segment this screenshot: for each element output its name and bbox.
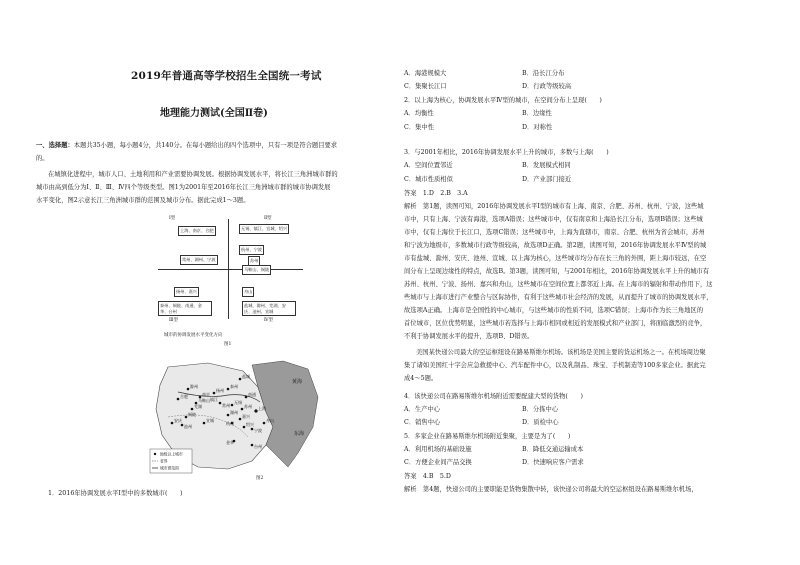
box-yancheng: 盐城、滁州、芜湖、安庆、池州、宣城 bbox=[242, 301, 296, 316]
city-label: 舟山 bbox=[266, 418, 274, 423]
city-point bbox=[171, 422, 174, 425]
city-label: 泰州 bbox=[230, 384, 238, 389]
city-point bbox=[239, 418, 242, 421]
answer-4-5: 答案 4.B 5.D bbox=[404, 473, 451, 480]
city-point bbox=[245, 396, 248, 399]
figure-1-caption: 图1 bbox=[224, 342, 232, 347]
intro-line-2: 城市由高到低分为Ⅰ、Ⅱ、Ⅲ、Ⅳ四个等级类型。图1为2001年至2016年长江三角洲城市群的城市协调发展 bbox=[36, 184, 331, 191]
analysis-line-9: 故选项A正确。上海市是全国性的中心城市，与这些城市的性质不同，选项C错误；上海市作为长三角地区的 bbox=[404, 307, 704, 314]
city-label: 南京 bbox=[202, 392, 210, 397]
city-point bbox=[243, 426, 246, 429]
type-ii-label: Ⅱ型 bbox=[264, 216, 272, 221]
city-label: 镇江 bbox=[210, 397, 218, 402]
q1-option-d: D．行政等级较高 bbox=[522, 83, 572, 90]
box-yangzhou: 扬州、嘉兴 bbox=[174, 287, 199, 297]
box-taizhou: 泰州、铜陵、南通、金华、台州 bbox=[158, 301, 212, 316]
city-label: 无锡 bbox=[234, 400, 242, 405]
city-label: 芜湖 bbox=[194, 404, 202, 409]
q1-stem: 1．2016年协调发展水平Ⅰ型中的多数城市( ) bbox=[48, 490, 183, 497]
type-iv-label: Ⅳ型 bbox=[264, 318, 273, 323]
q1-option-b: B．沿长江分布 bbox=[522, 70, 565, 77]
city-point bbox=[181, 424, 184, 427]
analysis-line-1: 解析 第1题，读图可知，2016年协调发展水平Ⅰ型的城市有上海、南京、合肥、苏州、杭州、宁波，这些城 bbox=[404, 203, 704, 210]
q4-option-a: A．生产中心 bbox=[404, 406, 441, 413]
legend-label: 省界 bbox=[160, 458, 168, 464]
q2-option-a: A．均衡性 bbox=[404, 110, 434, 117]
city-point bbox=[231, 404, 234, 407]
q2-stem: 2．以上海为核心，协调发展水平Ⅳ型的城市，在空间分布上呈现( ) bbox=[404, 97, 602, 104]
figure-1 bbox=[154, 215, 309, 348]
city-label: 常州 bbox=[222, 403, 230, 408]
section-text-2: 的。 bbox=[36, 155, 49, 162]
city-label: 金华 bbox=[226, 440, 234, 445]
map-svg bbox=[148, 357, 323, 482]
q3-option-b: B．发展模式相同 bbox=[522, 162, 571, 169]
city-label: 台州 bbox=[254, 444, 262, 449]
city-label: 合肥 bbox=[180, 394, 188, 399]
box-maanshan: 马鞍山、铜陵 bbox=[242, 265, 271, 275]
horizontal-axis bbox=[158, 269, 303, 270]
analysis-line-5: 市有盐城、滁州、安庆、池州、宣城、以上海为核心，这些城市均分布在长三角的外围，距上海市较远，在空 bbox=[404, 255, 707, 262]
axis-note: 城市的协调发展水平变化方向 bbox=[164, 333, 223, 338]
q5-option-b: B．降低交通运输成本 bbox=[522, 446, 584, 453]
q5-option-c: C．方便企业间产品交换 bbox=[404, 459, 472, 466]
city-point bbox=[251, 428, 254, 431]
box-changzhou: 常州、湖州、宁波 bbox=[180, 255, 218, 265]
q4-option-d: D．质检中心 bbox=[522, 419, 559, 426]
box-hangzhou: 杭州、宁波 bbox=[239, 245, 264, 255]
section-label: 一、选择题： bbox=[36, 142, 74, 149]
legend-city-marker bbox=[154, 453, 156, 455]
q2-option-b: B．边缘性 bbox=[522, 110, 552, 117]
type-i-label: Ⅰ型 bbox=[169, 216, 176, 221]
box-zhoushan: 舟山 bbox=[242, 287, 254, 297]
city-label: 湖州 bbox=[230, 410, 238, 415]
intro-line-3: 水平变化，图2示意长江三角洲城市群的范围及城市分布。据此完成1～3题。 bbox=[36, 197, 250, 204]
q2-option-d: D．对称性 bbox=[522, 124, 553, 131]
city-label: 马鞍山 bbox=[198, 398, 210, 403]
analysis-line-7: 苏州、杭州、宁波、扬州、嘉兴和舟山，这些城市在空间位置上都邻近上海。在上海市的辐射和带动作用下，这 bbox=[404, 281, 713, 288]
analysis-line-4: 和宁波为地级市，多数城市行政等级较高，故选项D正确。第2题，读图可知，2016年协调发展水平Ⅳ型的城 bbox=[404, 242, 707, 249]
city-label: 宣城 bbox=[206, 418, 214, 423]
q3-option-a: A．空间位置邻近 bbox=[404, 162, 453, 169]
q2-option-c: C．集中性 bbox=[404, 124, 435, 131]
city-label: 南通 bbox=[248, 392, 256, 397]
city-point bbox=[191, 408, 194, 411]
exam-subtitle: 地理能力测试(全国Ⅱ卷) bbox=[160, 108, 268, 119]
box-shanghai: 上海、南京、合肥 bbox=[178, 226, 216, 236]
box-wuxi: 无锡、镇江、宣城、绍兴 bbox=[239, 224, 289, 234]
q3-option-c: C．城市性质相似 bbox=[404, 176, 453, 183]
section-text-1: 本题共35小题，每小题4分，共140分。在每小题给出的四个选项中，只有一项是符合题目要求 bbox=[73, 142, 338, 149]
figure-2-map bbox=[148, 357, 323, 482]
city-point bbox=[241, 408, 244, 411]
city-point bbox=[263, 422, 266, 425]
city-label: 宁波 bbox=[254, 428, 262, 433]
q4-option-b: B．分拣中心 bbox=[522, 406, 559, 413]
sea2-label: 东海 bbox=[294, 431, 305, 437]
q3-option-d: D．产业部门接近 bbox=[522, 176, 572, 183]
city-point bbox=[251, 444, 254, 447]
city-point bbox=[219, 402, 222, 405]
q5-option-a: A．利用机场的基础设施 bbox=[404, 446, 472, 453]
city-label: 安庆 bbox=[174, 418, 182, 423]
city-label: 池州 bbox=[184, 424, 192, 429]
city-point bbox=[203, 422, 206, 425]
analysis-line-2: 市中，只有上海、宁波有海港，选项A错误；这些城市中，仅有南京和上海沿长江分布，选项B错误；这些城 bbox=[404, 216, 703, 223]
city-point bbox=[213, 392, 216, 395]
intro-line-1: 在城镇化进程中，城市人口、土地利用和产业需要协调发展。根据协调发展水平，将长江三角洲城市群的 bbox=[48, 171, 338, 178]
city-label: 嘉兴 bbox=[242, 414, 250, 419]
city-label: 扬州 bbox=[216, 388, 224, 393]
analysis-line-10: 首位城市，区位优势明显，这些城市若选择与上海市相同或相近的发展模式和产业部门，将面临激烈的竞争， bbox=[404, 320, 707, 327]
exam-title: 2019年普通高等学校招生全国统一考试 bbox=[131, 70, 322, 82]
answer-1-3: 答案 1.D 2.B 3.A bbox=[404, 190, 468, 197]
q5-stem: 5．多家企业在路易斯维尔机场附近集聚，主要是为了( ) bbox=[404, 433, 571, 440]
box-suzhou: 苏州 bbox=[248, 256, 260, 266]
sea-label: 黄海 bbox=[292, 379, 303, 385]
figure-2-caption: 图2 bbox=[256, 476, 264, 481]
analysis-line-6: 间分布上呈现边缘性的特点，故选B。第3题，读图可知，与2001年相比，2016年协调发展水平上升的城市有 bbox=[404, 268, 710, 275]
city-point bbox=[185, 416, 188, 419]
city-label: 上海 bbox=[258, 406, 266, 411]
type-iii-label: Ⅲ型 bbox=[169, 318, 178, 323]
city-point bbox=[227, 414, 230, 417]
intro2-line-3: 成4～5题。 bbox=[404, 375, 438, 382]
legend-label: 地级以上城市 bbox=[160, 451, 183, 457]
city-point bbox=[187, 388, 190, 391]
analysis-line-8: 些城市与上海市进行产业整合与区际协作，有利于这些城市社会经济的发展，从而提升了城市的协调发展水平， bbox=[404, 294, 713, 301]
section-header bbox=[36, 142, 337, 150]
city-label: 苏州 bbox=[244, 404, 252, 409]
analysis-line-11: 不利于协调发展水平的提升，选项B、D错误。 bbox=[404, 333, 534, 340]
legend-label: 城市群范围 bbox=[160, 465, 179, 471]
city-point bbox=[239, 378, 242, 381]
q3-stem: 3．与2001年相比，2016年协调发展水平上升的城市，多数与上海( ) bbox=[404, 149, 609, 156]
analysis-line-3: 市中，仅有上海位于长江口，选项C错误；这些城市中，上海为直辖市，南京、合肥、杭州为省会城市，苏州 bbox=[404, 229, 705, 236]
city-point bbox=[177, 398, 180, 401]
city-label: 铜陵 bbox=[188, 412, 196, 417]
q4-stem: 4．该快递公司在路易斯维尔机场附近需要配建大型的货物( ) bbox=[404, 393, 583, 400]
city-point bbox=[227, 388, 230, 391]
q1-option-a: A．海港规模大 bbox=[404, 70, 447, 77]
analysis2-line-1: 解析 第4题，快递公司的主要职能是货物集散中转，该快递公司将最大的空运枢纽设在路易斯维尔机场， bbox=[404, 486, 698, 493]
q1-option-c: C．集聚长江口 bbox=[404, 83, 447, 90]
city-label: 滁州 bbox=[190, 384, 198, 389]
intro2-line-1: 美国某快递公司最大的空运枢纽设在路易斯维尔机场。该机场是美国主要的货运机场之一。在机场周边聚 bbox=[416, 349, 706, 356]
city-label: 盐城 bbox=[242, 374, 250, 379]
city-label: 绍兴 bbox=[246, 422, 254, 427]
city-label: 杭州 bbox=[226, 421, 234, 426]
q4-option-c: C．销售中心 bbox=[404, 419, 441, 426]
q5-option-d: D．快速响应客户需求 bbox=[522, 459, 584, 466]
intro2-line-2: 集了诸如美国红十字会应急救援中心、汽车配件中心，以及乳制品、珠宝、手机制造等100多家企业。据此完 bbox=[404, 362, 706, 369]
